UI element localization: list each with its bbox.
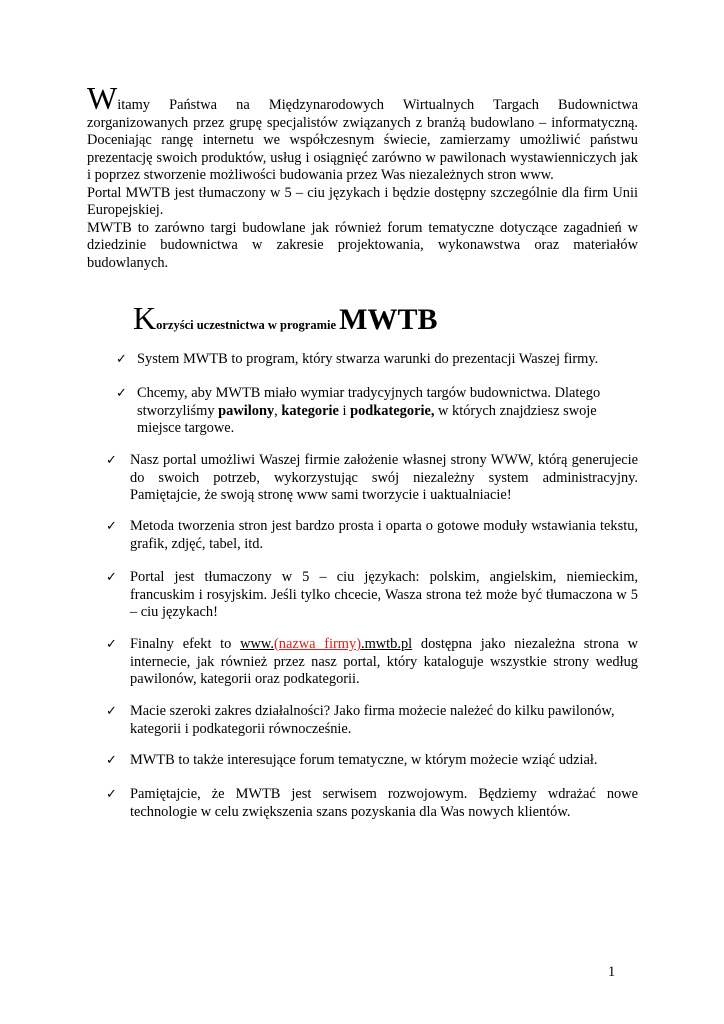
- bullet-text: Nasz portal umożliwi Waszej firmie założenie własnej strony WWW, którą generujecie do swoich potrzeb, wykorzystując swój niezależny system administracyjny. Pamiętajcie, że swoją stronę www sami tworzycie i uaktualniacie!: [130, 452, 638, 503]
- url-domain: .mwtb.pl: [360, 636, 413, 652]
- url-company-name: (nazwa firmy): [273, 636, 361, 652]
- bullet-text-and: i: [338, 402, 351, 419]
- check-icon: ✓: [106, 704, 117, 719]
- bullet-text: Macie szeroki zakres działalności? Jako firma możecie należeć do kilku pawilonów, kategorii i podkategorii równocześnie.: [130, 703, 615, 737]
- bullet-text: Pamiętajcie, że MWTB jest serwisem rozwojowym. Będziemy wdrażać nowe technologie w celu zwiększenia szans pozyskania dla Was nowych klientów.: [130, 786, 638, 820]
- bullet-bold-podkategorie: podkategorie,: [350, 402, 435, 419]
- bullet-text: MWTB to także interesujące forum tematyczne, w którym możecie wziąć udział.: [130, 752, 598, 768]
- bullet-item-method: [106, 518, 638, 553]
- check-icon: ✓: [116, 352, 127, 367]
- bullet-item-translation: [106, 569, 638, 622]
- bullet-text: Finalny efekt to: [130, 636, 241, 652]
- intro-paragraph-welcome-text: itamy Państwa na Międzynarodowych Wirtualnych Targach Budownictwa zorganizowanych przez grupę specjalistów związanych z branżą budowlano – informatyczną. Doceniając rangę internetu we współczesnym świecie, zamierzamy umożliwić państwu prezentację swoich produktów, usług i osiągnięć zarówno w pawilonach wystawienniczych jak i poprzez stworzenie możliwości budowania przez Was niezależnych stron www.: [87, 97, 638, 183]
- bullet-item-program: [116, 351, 637, 369]
- bullet-text: Metoda tworzenia stron jest bardzo prosta i oparta o gotowe moduły wstawiania tekstu, grafik, zdjęć, tabel, itd.: [130, 518, 638, 552]
- bullet-item-scope: [106, 703, 638, 738]
- check-icon: ✓: [106, 787, 117, 802]
- bullet-bold-pawilony: pawilony: [218, 402, 275, 419]
- heading-brand: MWTB: [339, 303, 438, 336]
- bullet-item-own-website: [106, 452, 638, 505]
- heading-text: orzyści uczestnictwa w programie: [156, 318, 340, 332]
- intro-section: [87, 80, 638, 272]
- bullet-item-forum: [106, 752, 638, 770]
- check-icon: ✓: [106, 570, 117, 585]
- check-icon: ✓: [106, 453, 117, 468]
- bullet-item-final-effect: [106, 636, 638, 689]
- bullet-item-development: [106, 786, 638, 821]
- check-icon: ✓: [116, 386, 127, 401]
- bullet-text: System MWTB to program, który stwarza warunki do prezentacji Waszej firmy.: [137, 351, 599, 367]
- heading-cap: K: [133, 300, 157, 336]
- intro-paragraph-languages: Portal MWTB jest tłumaczony w 5 – ciu językach i będzie dostępny szczególnie dla firm Unii Europejskiej.: [87, 184, 638, 218]
- bullet-text-end: dostępna jako niezależna strona w internecie, jak również przez nasz portal, który kataloguje wszystkie strony według pawilonów, kategorii oraz podkategorii.: [130, 636, 638, 687]
- intro-paragraph-forum: MWTB to zarówno targi budowlane jak również forum tematyczne dotyczące zagadnień w dziedzinie budownictwa w zakresie projektowania, wykonawstwa oraz materiałów budowlanych.: [87, 219, 638, 271]
- page-number: 1: [608, 964, 616, 980]
- section-heading: [133, 300, 438, 337]
- bullet-text: Portal jest tłumaczony w 5 – ciu językach: polskim, angielskim, niemieckim, francuskim i rosyjskim. Jeśli tylko chcecie, Wasza strona też może być tłumaczona w 5 – ciu językach!: [130, 569, 638, 620]
- bullet-bold-kategorie: kategorie: [281, 402, 339, 419]
- bullet-item-pavilions: [116, 385, 617, 438]
- check-icon: ✓: [106, 519, 117, 534]
- company-url-link[interactable]: [240, 636, 412, 652]
- bullet-text-comma: ,: [274, 402, 282, 419]
- intro-paragraph-welcome: [87, 80, 638, 185]
- check-icon: ✓: [106, 637, 117, 652]
- bullet-text-end: w których znajdziesz swoje miejsce targowe.: [137, 402, 597, 436]
- intro-dropcap: W: [87, 80, 118, 116]
- check-icon: ✓: [106, 753, 117, 768]
- bullet-text: Chcemy, aby MWTB miało wymiar tradycyjnych targów budownictwa. Dlatego stworzyliśmy: [137, 385, 601, 419]
- url-www: www.: [240, 636, 274, 652]
